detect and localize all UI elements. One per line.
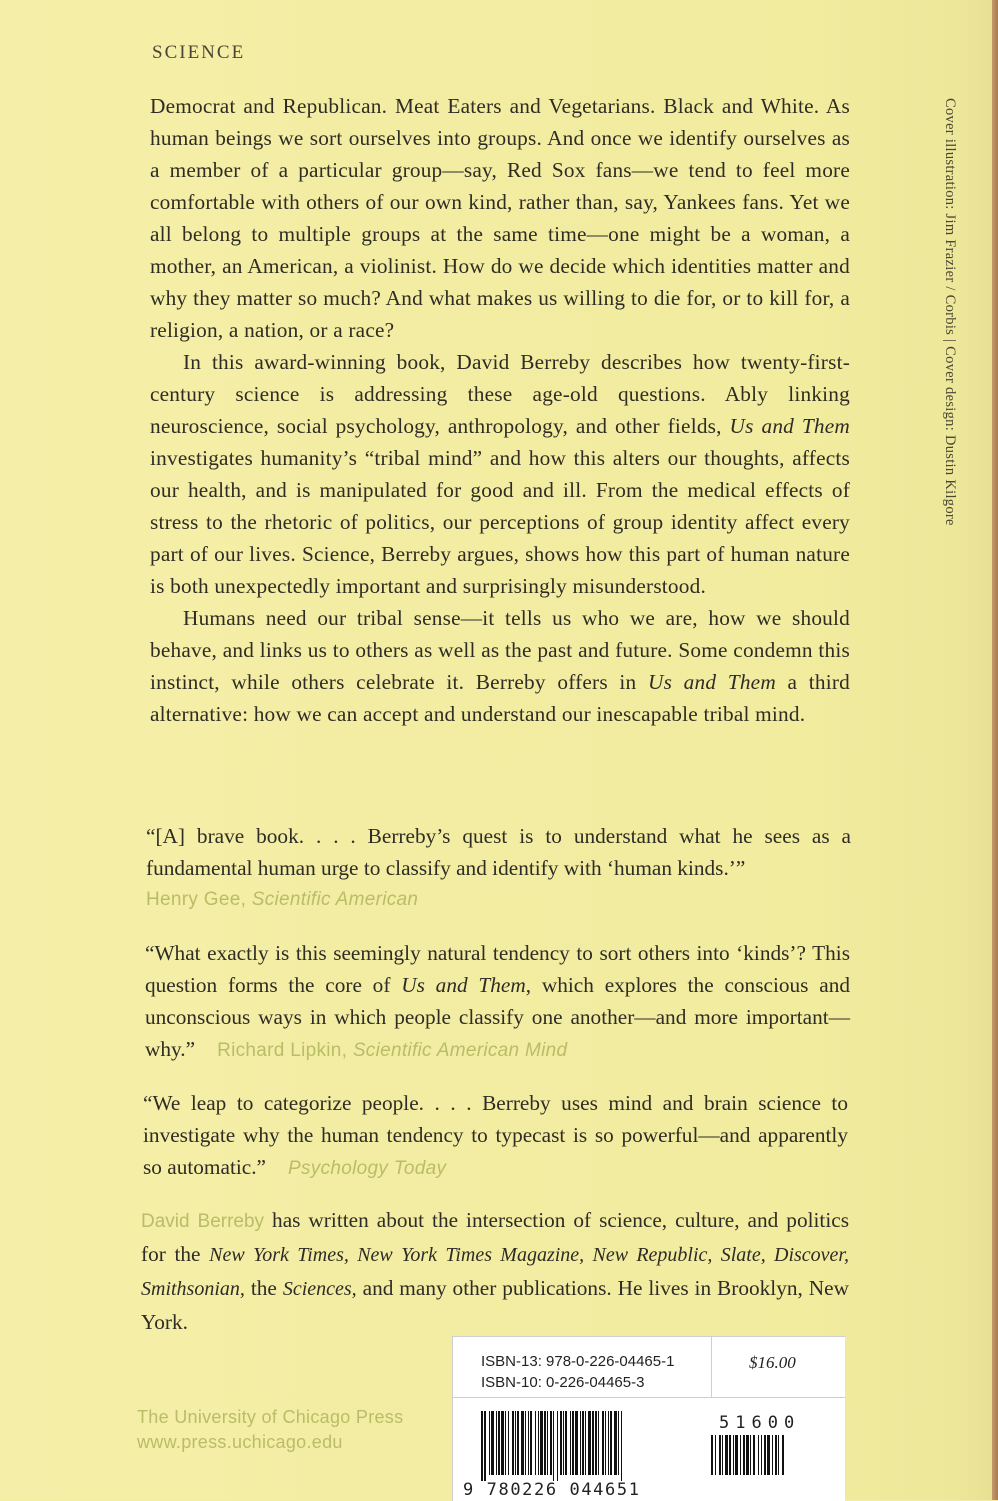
quote-text: “[A] brave book. . . . Berreby’s quest is to understand what he sees as a fundamental human urge to classify and identify with ‘human kinds.’”: [146, 824, 851, 880]
quote-text: “What exactly is this seemingly natural tendency to sort others into ‘kinds’? This question forms the core of Us and Them, which explores the conscious and unconscious ways in which people classify one another—and more important—why.” Richard Lipkin, Scientific American Mind: [145, 941, 850, 1061]
review-quote-3: [143, 1087, 848, 1185]
barcode-addon-digits: 51600: [719, 1413, 801, 1433]
description-paragraph-1: Democrat and Republican. Meat Eaters and Vegetarians. Black and White. As human beings we sort ourselves into groups. And once we identify ourselves as a member of a particular group—say, Red Sox fans—we tend to feel more comfortable with others of our own kind, rather than, say, Yankees fans. Yet we all belong to multiple groups at the same time—one might be a woman, a mother, an American, a violinist. How do we decide which identities matter and why they matter so much? And what makes us willing to die for, or to kill for, a religion, a nation, or a race?: [150, 94, 850, 342]
cover-credit: Cover illustration: Jim Frazier / Corbis | Cover design: Dustin Kilgore: [942, 98, 958, 526]
category-label: SCIENCE: [152, 42, 246, 63]
book-title-italic: Us and Them: [647, 670, 776, 694]
description-paragraph-3: Humans need our tribal sense—it tells us who we are, how we should behave, and links us to others as well as the past and future. Some condemn this instinct, while others celebrate it. Berreby offers in Us and Them a third alternative: how we can accept and understand our inescapable tribal mind.: [150, 606, 850, 726]
spine-edge: [992, 0, 998, 1500]
price-label: $16.00: [749, 1353, 796, 1372]
publisher-url: www.press.uchicago.edu: [137, 1432, 343, 1452]
book-description: [150, 90, 850, 730]
isbn-10: ISBN-10: 0-226-04465-3: [481, 1374, 645, 1391]
barcode-digits: 9 780226 044651: [463, 1480, 641, 1500]
barcode-icon: [481, 1411, 691, 1481]
barcode-box: [452, 1336, 845, 1501]
quote-attribution: Henry Gee, Scientific American: [146, 889, 419, 910]
author-bio: David Berreby has written about the intersection of science, culture, and politics for the New York Times, New York Times Magazine, New Republic, Slate, Discover, Smithsonian, the Sciences, and many other publications. He lives in Brooklyn, New York.: [141, 1208, 849, 1334]
description-paragraph-2: In this award-winning book, David Berreby describes how twenty-first-century science is addressing these age-old questions. Ably linking neuroscience, social psychology, anthropology, and other fields, Us and Them investigates humanity’s “tribal mind” and how this alters our thoughts, affects our health, and is manipulated for good and ill. From the medical effects of stress to the rhetoric of politics, our perceptions of group identity affect every part of our lives. Science, Berreby argues, shows how this part of human nature is both unexpectedly important and surprisingly misunderstood.: [150, 350, 850, 598]
isbn-13: ISBN-13: 978-0-226-04465-1: [481, 1353, 675, 1370]
publisher-name: The University of Chicago Press: [137, 1407, 404, 1427]
quote-attribution: Psychology Today: [288, 1158, 447, 1179]
barcode-addon-icon: [711, 1435, 811, 1481]
divider: [711, 1337, 712, 1397]
publisher-info: [137, 1405, 403, 1455]
author-name: David Berreby: [141, 1211, 265, 1232]
divider: [453, 1397, 845, 1398]
review-quote-2: [145, 937, 850, 1067]
book-title-italic: Us and Them: [729, 414, 850, 438]
isbn-info: [481, 1351, 674, 1393]
review-quote-1: [146, 820, 851, 916]
quote-text: “We leap to categorize people. . . . Berreby uses mind and brain science to investigate why the human tendency to typecast is so powerful—and apparently so automatic.” Psychology Today: [143, 1091, 848, 1179]
quote-attribution: Richard Lipkin, Scientific American Mind: [217, 1040, 568, 1061]
publication-list: New York Times, New York Times Magazine, New Republic, Slate, Discover, Smithsonian,: [141, 1244, 849, 1300]
